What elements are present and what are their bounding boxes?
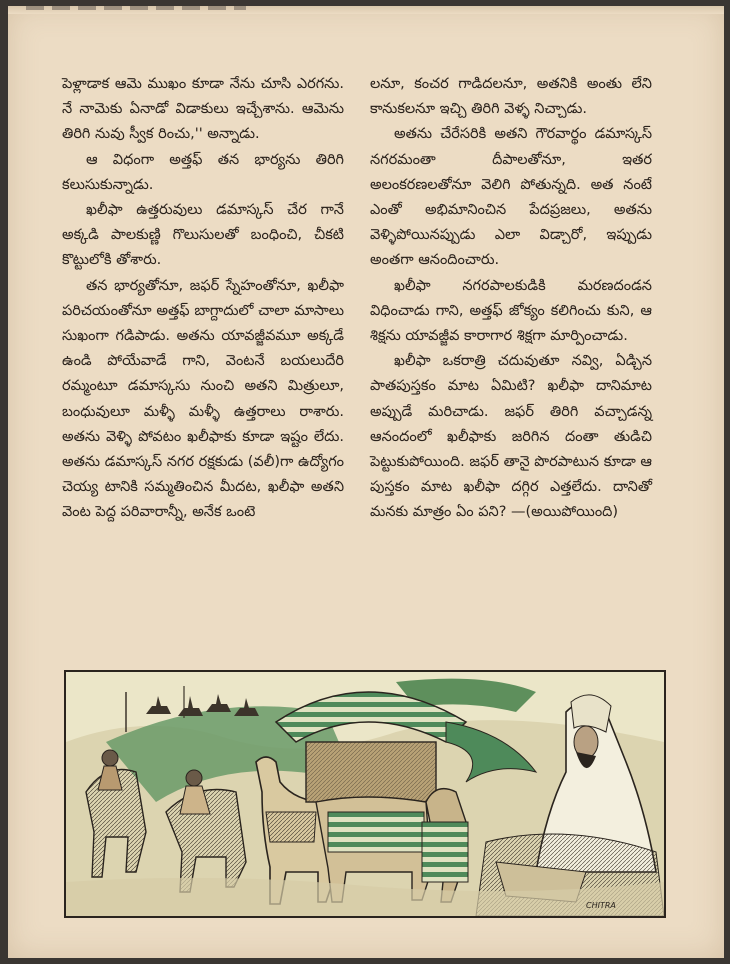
- artist-signature: CHITRA: [586, 901, 616, 910]
- caravan-illustration: [64, 670, 666, 918]
- paragraph: పెళ్లాడాక ఆమె ముఖం కూడా నేను చూసి ఎరగను. నే నామెకు ఏనాడో విడాకులు ఇచ్చేశాను. ఆమెను తిరిగి నువు స్వీక రించు,'' అన్నాడు.: [62, 76, 344, 143]
- right-text-column: [370, 72, 652, 526]
- left-text-column: [62, 72, 344, 526]
- paragraph: లనూ, కంచర గాడిదలనూ, అతనికి అంతు లేని కానుకలనూ ఇచ్చి తిరిగి వెళ్ళ నిచ్చాడు.: [370, 76, 652, 118]
- caravan-drawing: [66, 672, 664, 916]
- paragraph: ఖలీఫా నగరపాలకుడికి మరణదండన విధించాడు గాని, అత్తఫ్ జోక్యం కలిగించు కుని, ఆ శిక్షను యావజ్జీవ కారాగార శిక్షగా మార్పించాడు.: [370, 277, 652, 345]
- paragraph: తన భార్యతోనూ, జఫర్ స్నేహంతోనూ, ఖలీఫా పరిచయంతోనూ అత్తఫ్ బాగ్దాదులో చాలా మాసాలు సుఖంగా గడిపాడు. అతను యావజ్జీవమూ అక్కడే ఉండి పోయేవాడే గాని, వెంటనే బయలుదేరి రమ్మంటూ డమాస్కసు నుంచి అతని మిత్రులూ, బంధువులూ మళ్ళీ మళ్ళీ ఉత్తరాలు రాశారు. అతను వెళ్ళి పోవటం ఖలీఫాకు కూడా ఇష్టం లేదు. అతను డమాస్కస్ నగర రక్షకుడు (వలీ)గా ఉద్యోగం చెయ్య టానికి సమ్మతించిన మీదట, ఖలీఫా అతని వెంట పెద్ద పరివారాన్నీ, అనేక ఒంటె: [62, 277, 344, 521]
- paragraph: ఖలీఫా ఉత్తరువులు డమాస్కస్ చేర గానే అక్కడి పాలకుణ్ణి గొలుసులతో బంధించి, చీకటి కొట్టులోకి తోశారు.: [62, 202, 344, 269]
- scan-artifact: [26, 6, 246, 10]
- paragraph: ఆ విధంగా అత్తఫ్ తన భార్యను తిరిగి కలుసుకున్నాడు.: [62, 151, 344, 193]
- paragraph: ఖలీఫా ఒకరాత్రి చదువుతూ నవ్వి, ఏడ్చిన పాతపుస్తకం మాట ఏమిటి? ఖలీఫా దానిమాట అప్పుడే మరిచాడు. జఫర్ తిరిగి వచ్చాడన్న ఆనందంలో ఖలీఫాకు జరిగిన దంతా తుడిచి పెట్టుకుపోయింది. జఫర్ తానై పొరపాటున కూడా ఆ పుస్తకం మాట ఖలీఫా దగ్గిర ఎత్తలేదు. దానితో మనకు మాత్రం ఏం పని? —(అయిపోయింది): [370, 353, 652, 521]
- magazine-page: [8, 6, 724, 958]
- paragraph: అతను చేరేసరికి అతని గౌరవార్థం డమాస్కస్ నగరమంతా దీపాలతోనూ, ఇతర అలంకరణలతోనూ వెలిగి పోతున్నది. అత నంటే ఎంతో అభిమానించిన పేదప్రజలు, అతను వెళ్ళిపోయినప్పుడు ఎలా విడ్చారో, ఇప్పుడు అంతగా ఆనందించారు.: [370, 126, 652, 269]
